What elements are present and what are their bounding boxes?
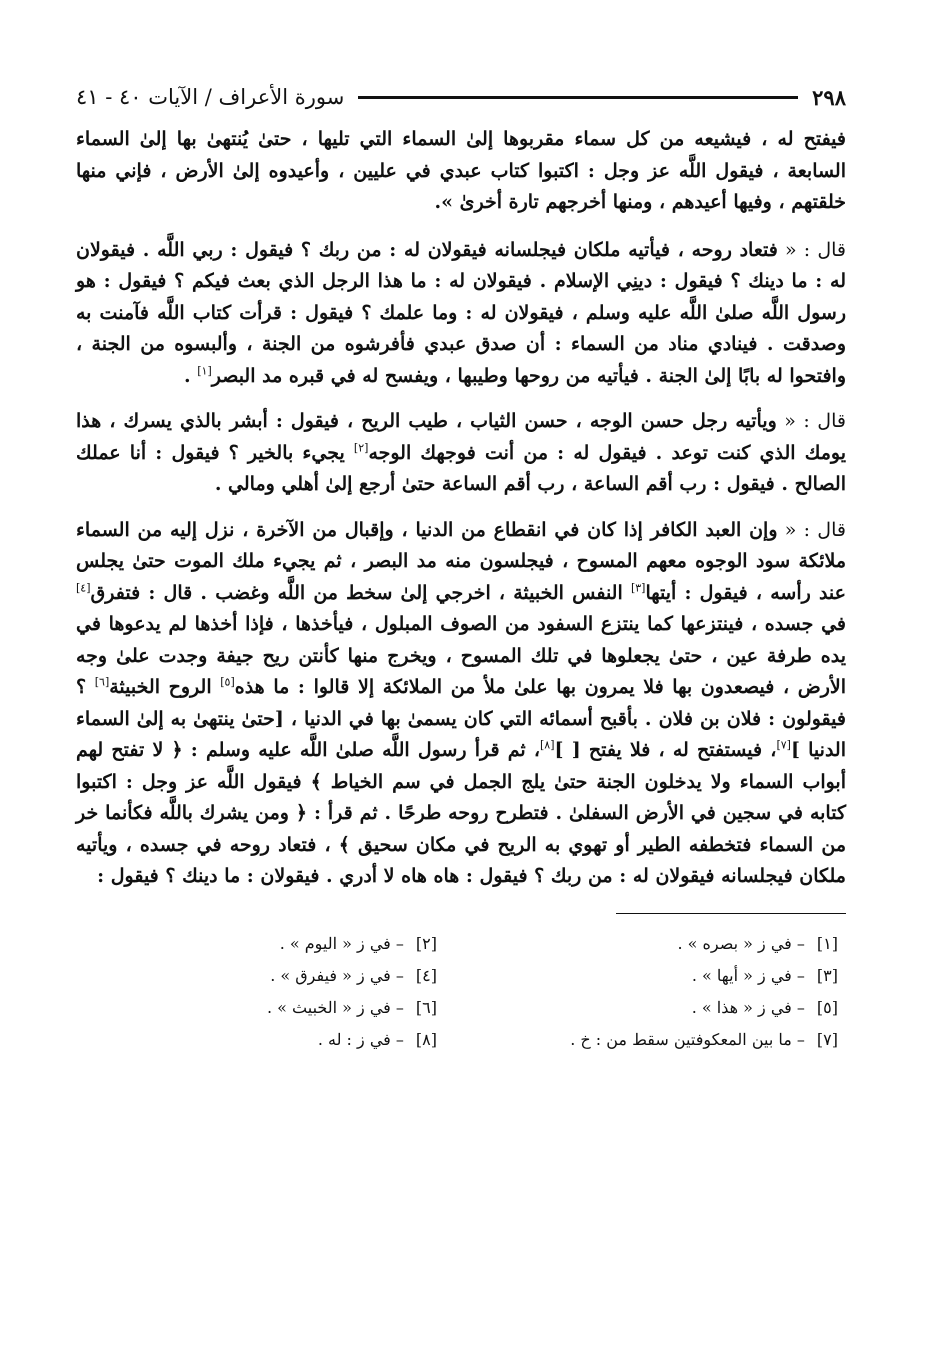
- footnote: [477, 930, 838, 958]
- footnote-text: – في ز : له .: [317, 1029, 404, 1049]
- footnote-marker: [٨]: [540, 738, 555, 752]
- footnote-number: [٨]: [415, 1029, 437, 1049]
- paragraph-lead: قال : «: [777, 518, 846, 541]
- footnote-number: [٧]: [816, 1029, 838, 1049]
- footnote-marker: [٤]: [76, 581, 91, 595]
- paragraph: [76, 515, 846, 893]
- header-rule: [358, 96, 798, 99]
- footnote: [76, 1026, 437, 1054]
- footnote: [477, 994, 838, 1022]
- footnote-number: [٤]: [415, 965, 437, 985]
- paragraph: [76, 406, 846, 501]
- footnote-text: – في ز « اليوم » .: [279, 933, 404, 953]
- paragraph-text: ؟ فيقولون : فلان بن فلان . بأقبح أسمائه التي كان يسمىٰ بها في الدنيا ، [حتىٰ ينتهىٰ به إلىٰ السماء الدنيا ]: [76, 676, 846, 761]
- footnote-marker: [١]: [197, 364, 212, 378]
- paragraph: [76, 235, 846, 393]
- paragraph: [76, 124, 846, 219]
- footnote-marker: [٢]: [353, 441, 369, 455]
- footnote-number: [٢]: [415, 933, 437, 953]
- paragraph-text: ويأتيه رجل حسن الوجه ، حسن الثياب ، طيب الريح ، فيقول : أبشر بالذي يسرك ، هذا يومك الذي كنت توعد . فيقول له : من أنت فوجهك الوجه: [76, 410, 846, 464]
- paragraph-text: وإن العبد الكافر إذا كان في انقطاع من الدنيا ، وإقبال من الآخرة ، نزل إليه من السماء ملائكة سود الوجوه معهم المسوح ، فيجلسون منه مد البصر ، ثم يجيء ملك الموت حتىٰ يجلس عند رأسه ، فيقول : أيتها: [76, 518, 846, 604]
- running-title: سورة الأعراف / الآيات ٤٠ - ٤١: [76, 85, 345, 109]
- footnote-marker: [٥]: [220, 675, 235, 689]
- footnote-text: – في ز « بصره » .: [677, 933, 805, 953]
- footnote: [477, 1026, 838, 1054]
- footnote: [76, 930, 437, 958]
- footnote: [76, 962, 437, 990]
- footnote-number: [٣]: [816, 965, 838, 985]
- paragraph-text: في جسده ، فينتزعها كما ينتزع السفود من الصوف المبلول ، فيأخذها ، فإذا أخذها لم يدعوها في يده طرفة عين ، حتىٰ يجعلوها في تلك المسوح ، ويخرج منها كأنتن ريح جيفة وجدت علىٰ وجه الأرض ، فيصعدون بها فلا يمرون بها علىٰ ملأ من الملائكة إلا قالوا : ما هذه: [76, 613, 846, 698]
- paragraph-text: الروح الخبيثة: [109, 676, 221, 698]
- paragraph-text: فيفتح له ، فيشيعه من كل سماء مقربوها إلىٰ السماء التي تليها ، حتىٰ يُنتهىٰ بها إلىٰ السماء السابعة ، فيقول اللَّه عز وجل : اكتبوا كتاب عبدي في عليين ، وأعيدوه إلىٰ الأرض ، فإني منها خلقتهم ، وفيها أعيدهم ، ومنها أخرجهم تارة أخرىٰ ».: [76, 128, 846, 213]
- footnotes: [76, 930, 846, 1054]
- paragraph-lead: قال : «: [777, 238, 846, 261]
- paragraph-lead: قال : «: [776, 410, 846, 432]
- book-page: [76, 80, 846, 1310]
- body-text: [76, 124, 846, 893]
- footnote-text: – ما بين المعكوفتين سقط من : خ .: [570, 1029, 805, 1049]
- footnote-marker: [٧]: [776, 738, 791, 752]
- paragraph-text: .: [183, 364, 198, 387]
- footnote-text: – في ز « الخبيث » .: [267, 997, 404, 1017]
- paragraph-text: فتعاد روحه ، فيأتيه ملكان فيجلسانه فيقولان له : من ربك ؟ فيقول : ربي اللَّه . فيقولان له : ما دينك ؟ فيقول : دينِي الإسلام . فيقولان له : ما هذا الرجل الذي بعث فيكم ؟ فيقول : هو رسول اللَّه صلىٰ اللَّه عليه وسلم ، فيقولان له : وما علمك ؟ فيقول : قرأت كتاب اللَّه فآمنت به وصدقت . فينادي مناد من السماء : أن صدق عبدي فأفرشوه من الجنة ، وألبسوه من الجنة ، وافتحوا له بابًا إلىٰ الجنة . فيأتيه من روحها وطيبها ، ويفسح له في قبره مد البصر: [76, 238, 846, 387]
- paragraph-text: ، ثم قرأ رسول اللَّه صلىٰ اللَّه عليه وسلم : ﴿ لا تفتح لهم أبواب السماء ولا يدخلون الجنة حتىٰ يلج الجمل في سم الخياط ﴾ فيقول اللَّه عز وجل : اكتبوا كتابه في سجين في الأرض السفلىٰ . فتطرح روحه طرحًا . ثم قرأ : ﴿ ومن يشرك باللَّه فكأنما خر من السماء فتخطفه الطير أو تهوي به الريح في مكان سحيق ﴾ ، فتعاد روحه في جسده ، ويأتيه ملكان فيجلسانه فيقولان له : من ربك ؟ فيقول : هاه هاه لا أدري . فيقولان : ما دينك ؟ فيقول :: [76, 739, 846, 887]
- paragraph-text: يجيء بالخير ؟ فيقول : أنا عملك الصالح . فيقول : رب أقم الساعة ، رب أقم الساعة حتىٰ أرجع إلىٰ أهلي ومالي .: [76, 441, 846, 495]
- footnote-text: – في ز « أيها » .: [691, 965, 805, 985]
- footnote-number: [٥]: [816, 997, 838, 1017]
- footnote-text: – في ز « هذا » .: [691, 997, 805, 1017]
- footnote-marker: [٦]: [94, 675, 110, 689]
- page-number: ٢٩٨: [812, 84, 846, 110]
- footnote: [76, 994, 437, 1022]
- paragraph-text: ، فيستفتح له ، فلا يفتح [ ]: [554, 739, 777, 761]
- footnote-marker: [٣]: [630, 581, 646, 595]
- footnote-number: [١]: [816, 933, 838, 953]
- footnote: [477, 962, 838, 990]
- paragraph-text: النفس الخبيثة ، اخرجي إلىٰ سخط من اللَّه وغضب . قال : فتفرق: [90, 581, 631, 604]
- footnote-rule: [616, 913, 846, 914]
- running-header: [76, 80, 846, 114]
- footnote-text: – في ز « فيفرق » .: [270, 965, 404, 985]
- footnote-number: [٦]: [415, 997, 437, 1017]
